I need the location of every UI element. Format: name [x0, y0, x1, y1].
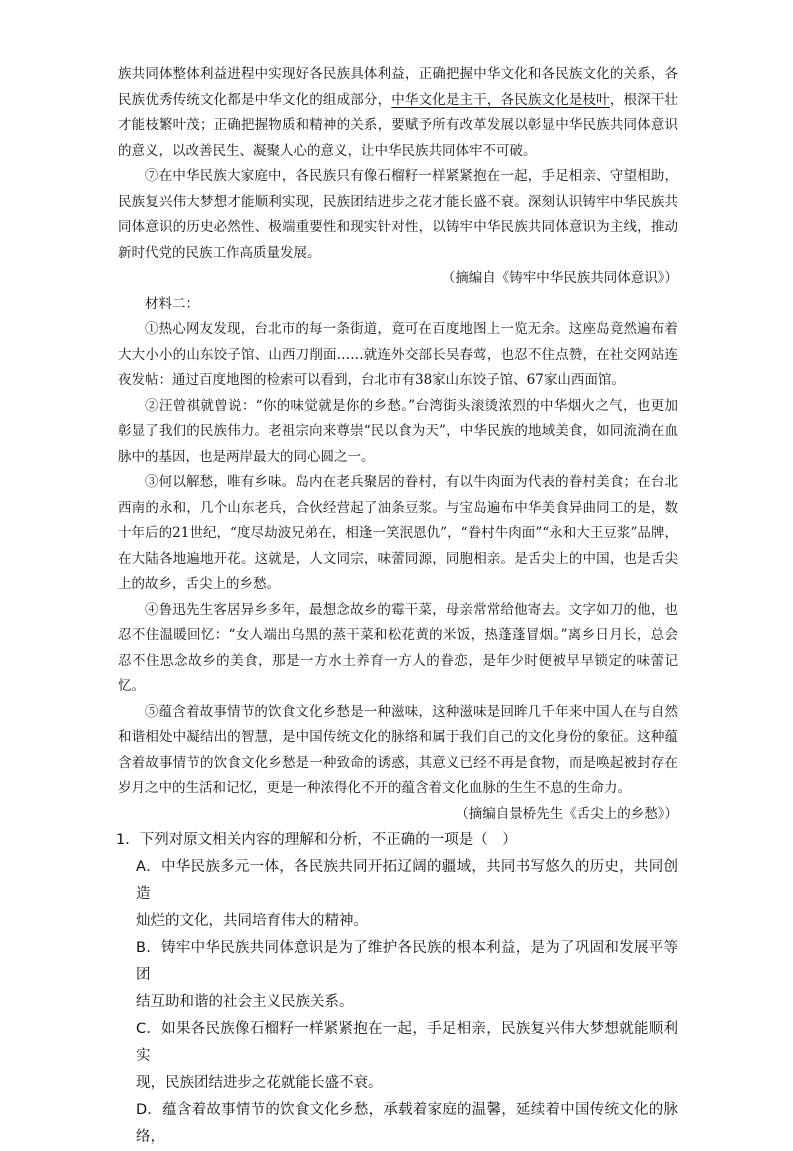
material1-paragraph6	[118, 62, 678, 164]
material2-paragraph1: ①热心网友发现，台北市的每一条街道，竟可在百度地图上一览无余。这座岛竟然遍布着大大小小的山东饺子馆、山西刀削面……就连外交部长吴春莺，也忍不住点赞，在社交网站连夜发帖：通过百度地图的检索可以看到，台北市有38家山东饺子馆、67家山西面馆。	[118, 321, 678, 388]
document-page	[118, 62, 678, 1151]
option-c[interactable]	[118, 1016, 678, 1097]
material2-paragraph3: ③何以解愁，唯有乡味。岛内在老兵聚居的眷村，有以牛肉面为代表的眷村美食；在台北西南的永和，几个山东老兵，合伙经营起了油条豆浆。与宝岛遍布中华美食异曲同工的是，数十年后的21世纪，“度尽劫波兄弟在，相逢一笑泯恩仇”，“眷村牛肉面”“永和大王豆浆”品牌，在大陆各地遍地开花。这就是，人文同宗，味蕾同源，同胞相亲。是舌尖上的中国，也是舌尖上的故乡，舌尖上的乡愁。	[118, 474, 678, 592]
material1-text-a: 族共同体整体利益进程中实现好各民族具体利益，正确把握中华文化和各民族文化的关系，各民族优秀传统文化都是中华文化的组成部分，	[118, 66, 678, 108]
option-c-line1: C．如果各民族像石榴籽一样紧紧抱在一起，手足相亲，民族复兴伟大梦想就能顺利实	[136, 1021, 678, 1064]
material2-source: （摘编自景桥先生《舌尖上的乡愁》）	[455, 805, 678, 822]
option-b[interactable]	[118, 935, 678, 1016]
option-c-line2: 现，民族团结进步之花就能长盛不衰。	[136, 1075, 383, 1091]
material2-paragraph5: ⑤蕴含着故事情节的饮食文化乡愁是一种滋味，这种滋味是回眸几千年来中国人在与自然和谐相处中凝结出的智慧，是中国传统文化的脉络和属于我们自己的文化身份的象征。这种蕴含着故事情节的饮食文化乡愁是一种致命的诱惑，其意义已经不再是食物，而是唤起被封存在岁月之中的生活和记忆，更是一种浓得化不开的蕴含着文化血脉的生生不息的生命力。	[118, 703, 678, 796]
question-stem: 1．下列对原文相关内容的理解和分析，不正确的一项是（ ）	[116, 832, 517, 848]
option-a[interactable]	[118, 854, 678, 935]
option-b-line2: 结互助和谐的社会主义民族关系。	[136, 994, 354, 1010]
option-d[interactable]	[118, 1097, 678, 1151]
option-a-line1: A．中华民族多元一体，各民族共同开拓辽阔的疆域，共同书写悠久的历史，共同创造	[136, 859, 678, 902]
question-1	[118, 827, 678, 1151]
material1-source: （摘编自《铸牢中华民族共同体意识》）	[441, 270, 678, 286]
material2-paragraph4: ④鲁迅先生客居异乡多年，最想念故乡的霉干菜，母亲常常给他寄去。文字如刀的他，也忍不住温暖回忆：“女人端出乌黑的蒸干菜和松花黄的米饭，热蓬蓬冒烟。”离乡日月长，总会忍不住思念故乡的美食，那是一方水土养育一方人的眷恋，是年少时便被早早锁定的味蕾记忆。	[118, 601, 678, 694]
material2-paragraph2: ②汪曾祺就曾说：“你的味觉就是你的乡愁。”台湾街头滚烫浓烈的中华烟火之气，也更加彰显了我们的民族伟力。老祖宗向来尊崇“民以食为天”，中华民族的地域美食，如同流淌在血脉中的基因，也是两岸最大的同心圆之一。	[118, 397, 678, 465]
option-a-line2: 灿烂的文化，共同培育伟大的精神。	[136, 913, 368, 929]
option-b-line1: B．铸牢中华民族共同体意识是为了维护各民族的根本利益，是为了巩固和发展平等团	[136, 940, 678, 983]
underlined-phrase: 中华文化是主干，各民族文化是枝叶	[391, 91, 610, 108]
material2-heading: 材料二：	[145, 295, 199, 312]
option-d-line1: D．蕴含着故事情节的饮食文化乡愁，承载着家庭的温馨，延续着中国传统文化的脉络，	[136, 1102, 678, 1145]
material1-paragraph7: ⑦在中华民族大家庭中，各民族只有像石榴籽一样紧紧抱在一起，手足相亲、守望相助，民族复兴伟大梦想才能顺利实现，民族团结进步之花才能长盛不衰。深刻认识铸牢中华民族共同体意识的历史必然性、极端重要性和现实针对性，以铸牢中华民族共同体意识为主线，推动新时代党的民族工作高质量发展。	[118, 168, 678, 261]
material1-text-b: ，根深干壮才能枝繁叶茂；正确把握物质和精神的关系，要赋予所有改革发展以彰显中华民族共同体意识的意义，以改善民生、凝聚人心的意义，让中华民族共同体牢不可破。	[118, 91, 679, 159]
